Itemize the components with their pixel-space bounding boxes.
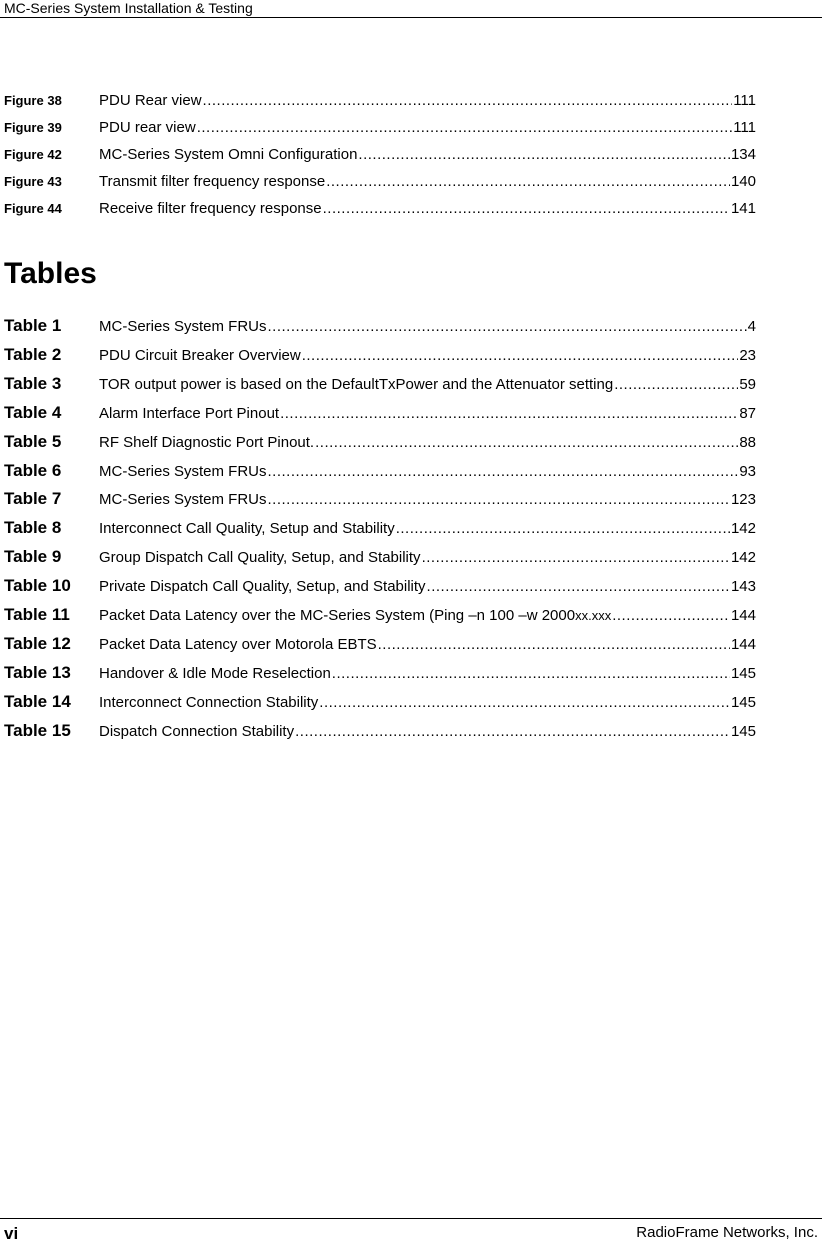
entry-title: Transmit filter frequency response [99,173,326,190]
entry-page-number: 142 [730,520,756,537]
entry-label: Table 10 [4,576,71,595]
entry-title: Packet Data Latency over Motorola EBTS [99,636,377,653]
entry-label: Table 1 [4,316,62,335]
dot-leader [315,434,738,451]
dot-leader [319,694,730,711]
entry-label: Table 5 [4,432,62,451]
dot-leader [197,119,733,136]
entry-label: Figure 43 [4,174,62,189]
toc-entry-table[interactable] [4,461,756,481]
entry-title: MC-Series System FRUs [99,318,267,335]
entry-page-number: 134 [730,146,756,163]
dot-leader [268,318,747,335]
dot-leader [614,376,738,393]
dot-leader [323,200,730,217]
toc-entry-figure[interactable] [4,146,756,166]
dot-leader [203,92,733,109]
dot-leader [612,607,730,624]
toc-entry-table[interactable] [4,576,756,596]
entry-title-small: xx.xxx [575,608,612,623]
entry-page-number: 87 [739,405,756,422]
dot-leader [302,347,739,364]
dot-leader [396,520,730,537]
entry-page-number: 4 [747,318,756,335]
entry-title: MC-Series System FRUs [99,463,267,480]
entry-label: Table 14 [4,692,71,711]
document-title: MC-Series System Installation & Testing [4,0,253,16]
dot-leader [358,146,730,163]
entry-page-number: 142 [730,549,756,566]
entry-label: Table 8 [4,518,62,537]
entry-page-number: 145 [730,694,756,711]
entry-title: Alarm Interface Port Pinout [99,405,280,422]
toc-entry-table[interactable] [4,547,756,567]
toc-entry-table[interactable] [4,489,756,509]
toc-entry-table[interactable] [4,432,756,452]
entry-label: Table 3 [4,374,62,393]
entry-label: Table 15 [4,721,71,740]
dot-leader [422,549,730,566]
entry-title: Receive filter frequency response [99,200,322,217]
toc-entry-table[interactable] [4,721,756,741]
toc-entry-table[interactable] [4,605,756,625]
dot-leader [280,405,738,422]
entry-page-number: 111 [733,92,756,109]
entry-title: RF Shelf Diagnostic Port Pinout. [99,434,315,451]
entry-title: Packet Data Latency over the MC-Series System (Ping –n 100 –w 2000 [99,607,576,624]
toc-entry-figure[interactable] [4,92,756,112]
entry-page-number: 123 [730,491,756,508]
entry-page-number: 145 [730,665,756,682]
toc-entry-table[interactable] [4,634,756,654]
running-footer [0,1218,822,1241]
dot-leader [268,463,739,480]
toc-entry-table[interactable] [4,692,756,712]
entry-page-number: 23 [739,347,756,364]
entry-page-number: 140 [730,173,756,190]
entry-title: MC-Series System Omni Configuration [99,146,358,163]
entry-label: Figure 38 [4,93,62,108]
entry-title: Dispatch Connection Stability [99,723,295,740]
entry-title: PDU rear view [99,119,196,136]
dot-leader [295,723,730,740]
toc-entry-figure[interactable] [4,119,756,139]
entry-title: Private Dispatch Call Quality, Setup, and Stability [99,578,426,595]
toc-entry-figure[interactable] [4,173,756,193]
entry-label: Table 11 [4,605,70,624]
entry-page-number: 144 [730,636,756,653]
toc-entry-table[interactable] [4,663,756,683]
entry-page-number: 111 [733,119,756,136]
entry-page-number: 88 [739,434,756,451]
entry-label: Figure 42 [4,147,62,162]
entry-title: Interconnect Connection Stability [99,694,319,711]
toc-entry-table[interactable] [4,374,756,394]
entry-label: Table 2 [4,345,62,364]
entry-page-number: 141 [730,200,756,217]
entry-label: Table 7 [4,489,62,508]
entry-title: TOR output power is based on the DefaultTxPower and the Attenuator setting [99,376,614,393]
entry-label: Table 13 [4,663,71,682]
entry-page-number: 93 [739,463,756,480]
entry-title: Group Dispatch Call Quality, Setup, and Stability [99,549,421,566]
entry-label: Table 12 [4,634,71,653]
entry-page-number: 145 [730,723,756,740]
entry-title: Interconnect Call Quality, Setup and Stability [99,520,395,537]
entry-title: Handover & Idle Mode Reselection [99,665,331,682]
dot-leader [427,578,730,595]
dot-leader [268,491,730,508]
entry-label: Table 4 [4,403,62,422]
toc-entry-table[interactable] [4,518,756,538]
dot-leader [378,636,730,653]
entry-title: PDU Circuit Breaker Overview [99,347,301,364]
dot-leader [332,665,730,682]
entry-label: Table 9 [4,547,62,566]
dot-leader [326,173,730,190]
entry-title: PDU Rear view [99,92,202,109]
running-header [0,0,822,18]
entry-label: Figure 44 [4,201,62,216]
entry-page-number: 59 [739,376,756,393]
entry-title: MC-Series System FRUs [99,491,267,508]
footer-company: RadioFrame Networks, Inc. [636,1224,818,1241]
section-heading-tables: Tables [4,257,97,290]
footer-page-number: vi [4,1224,19,1243]
toc-entry-table[interactable] [4,345,756,365]
entry-label: Table 6 [4,461,62,480]
entry-page-number: 143 [730,578,756,595]
toc-entry-table[interactable] [4,403,756,423]
toc-entry-table[interactable] [4,316,756,336]
entry-page-number: 144 [730,607,756,624]
entry-label: Figure 39 [4,120,62,135]
toc-entry-figure[interactable] [4,200,756,220]
